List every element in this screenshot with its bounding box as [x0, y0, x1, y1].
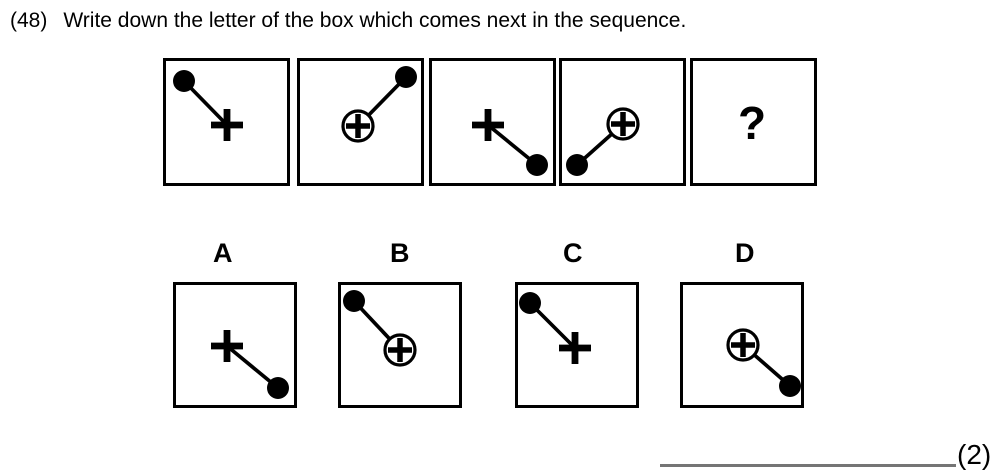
- answer-line: [660, 464, 956, 467]
- question: [10, 8, 686, 33]
- sequence-box-5: [690, 58, 817, 186]
- sequence-box-2-figure: [297, 58, 424, 186]
- answer-label-D: D: [735, 238, 755, 268]
- filled-dot: [566, 154, 588, 176]
- sequence-box-1-figure: [163, 58, 290, 186]
- sequence-box-3-figure: [429, 58, 556, 186]
- answer-label-B: B: [390, 238, 410, 268]
- filled-dot: [395, 66, 417, 88]
- sequence-box-4-figure: [559, 58, 686, 186]
- sequence-box-4: [559, 58, 686, 186]
- answer-box-A-figure: [173, 282, 297, 408]
- question-text: Write down the letter of the box which comes next in the sequence.: [63, 9, 687, 32]
- question-mark: ?: [737, 97, 767, 149]
- answer-box-D: [680, 282, 804, 408]
- sequence-box-3: [429, 58, 556, 186]
- answer-box-D-figure: [680, 282, 804, 408]
- filled-dot: [526, 154, 548, 176]
- sequence-box-2: [297, 58, 424, 186]
- filled-dot: [519, 292, 541, 314]
- circled-plus-symbol: [728, 330, 758, 360]
- sequence-box-5-figure: [690, 58, 817, 186]
- question-number: (48): [10, 9, 48, 32]
- answer-label-A: A: [213, 238, 233, 268]
- filled-dot: [267, 377, 289, 399]
- answer-box-C: [515, 282, 639, 408]
- filled-dot: [173, 70, 195, 92]
- circled-plus-symbol: [385, 335, 415, 365]
- circled-plus-symbol: [608, 109, 638, 139]
- answer-box-B-figure: [338, 282, 462, 408]
- filled-dot: [779, 375, 801, 397]
- marks-label: (2): [957, 439, 992, 470]
- sequence-box-1: [163, 58, 290, 186]
- answer-box-C-figure: [515, 282, 639, 408]
- circled-plus-symbol: [343, 111, 373, 141]
- answer-label-C: C: [563, 238, 583, 268]
- answer-box-A: [173, 282, 297, 408]
- filled-dot: [343, 290, 365, 312]
- answer-box-B: [338, 282, 462, 408]
